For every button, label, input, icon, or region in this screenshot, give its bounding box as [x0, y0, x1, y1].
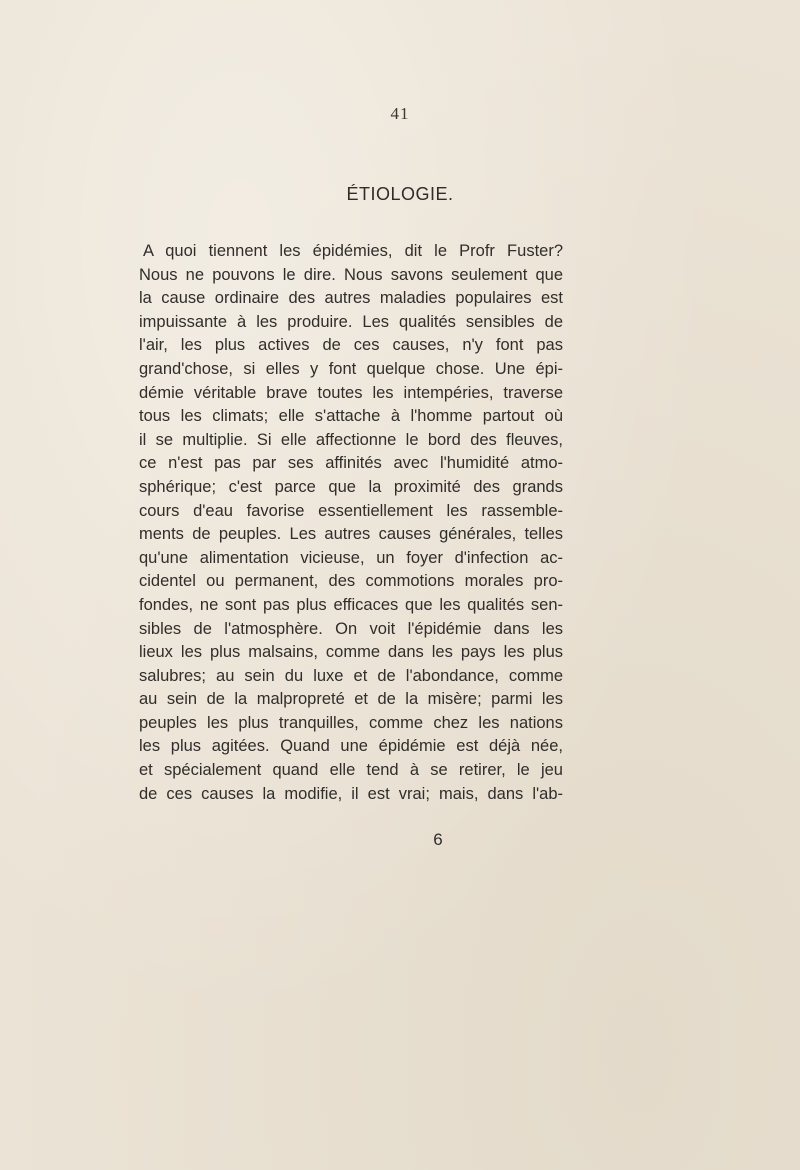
text-line: démie véritable brave toutes les intempéries, traverse	[139, 383, 563, 402]
text-line: peuples les plus tranquilles, comme chez les nations	[139, 713, 563, 732]
text-line: au sein de la malpropreté et de la misère; parmi les	[139, 690, 563, 709]
text-line: cidentel ou permanent, des commotions morales pro-	[139, 572, 563, 591]
text-line: grand'chose, si elles y font quelque chose. Une épi-	[139, 359, 563, 378]
text-line: A quoi tiennent les épidémies, dit le Profr Fuster?	[143, 242, 563, 260]
text-line: salubres; au sein du luxe et de l'abondance, comme	[139, 666, 563, 685]
chapter-title: ÉTIOLOGIE.	[346, 184, 454, 204]
text-line: qu'une alimentation vicieuse, un foyer d'infection ac-	[139, 548, 563, 567]
text-line: tous les climats; elle s'attache à l'homme partout où	[139, 407, 563, 426]
text-line: sphérique; c'est parce que la proximité des grands	[139, 477, 563, 496]
text-line: cours d'eau favorise essentiellement les rassemble-	[139, 501, 563, 520]
text-line: il se multiplie. Si elle affectionne le bord des fleuves,	[139, 430, 563, 449]
text-line: ments de peuples. Les autres causes générales, telles	[139, 525, 563, 544]
body-paragraph	[139, 240, 563, 806]
text-line: sibles de l'atmosphère. On voit l'épidémie dans les	[139, 619, 563, 638]
text-line: impuissante à les produire. Les qualités sensibles de	[139, 312, 563, 331]
text-line: fondes, ne sont pas plus efficaces que les qualités sen-	[139, 595, 563, 614]
page-number: 41	[390, 104, 410, 123]
signature-mark: 6	[433, 830, 443, 849]
text-line: lieux les plus malsains, comme dans les pays les plus	[139, 643, 563, 662]
text-line: les plus agitées. Quand une épidémie est déjà née,	[139, 737, 563, 756]
text-line: la cause ordinaire des autres maladies populaires est	[139, 289, 563, 308]
text-line: de ces causes la modifie, il est vrai; mais, dans l'ab-	[139, 784, 563, 803]
text-line: et spécialement quand elle tend à se retirer, le jeu	[139, 761, 563, 780]
text-line: ce n'est pas par ses affinités avec l'humidité atmo-	[139, 454, 563, 473]
text-line: l'air, les plus actives de ces causes, n'y font pas	[139, 336, 563, 355]
text-line: Nous ne pouvons le dire. Nous savons seulement que	[139, 265, 563, 284]
